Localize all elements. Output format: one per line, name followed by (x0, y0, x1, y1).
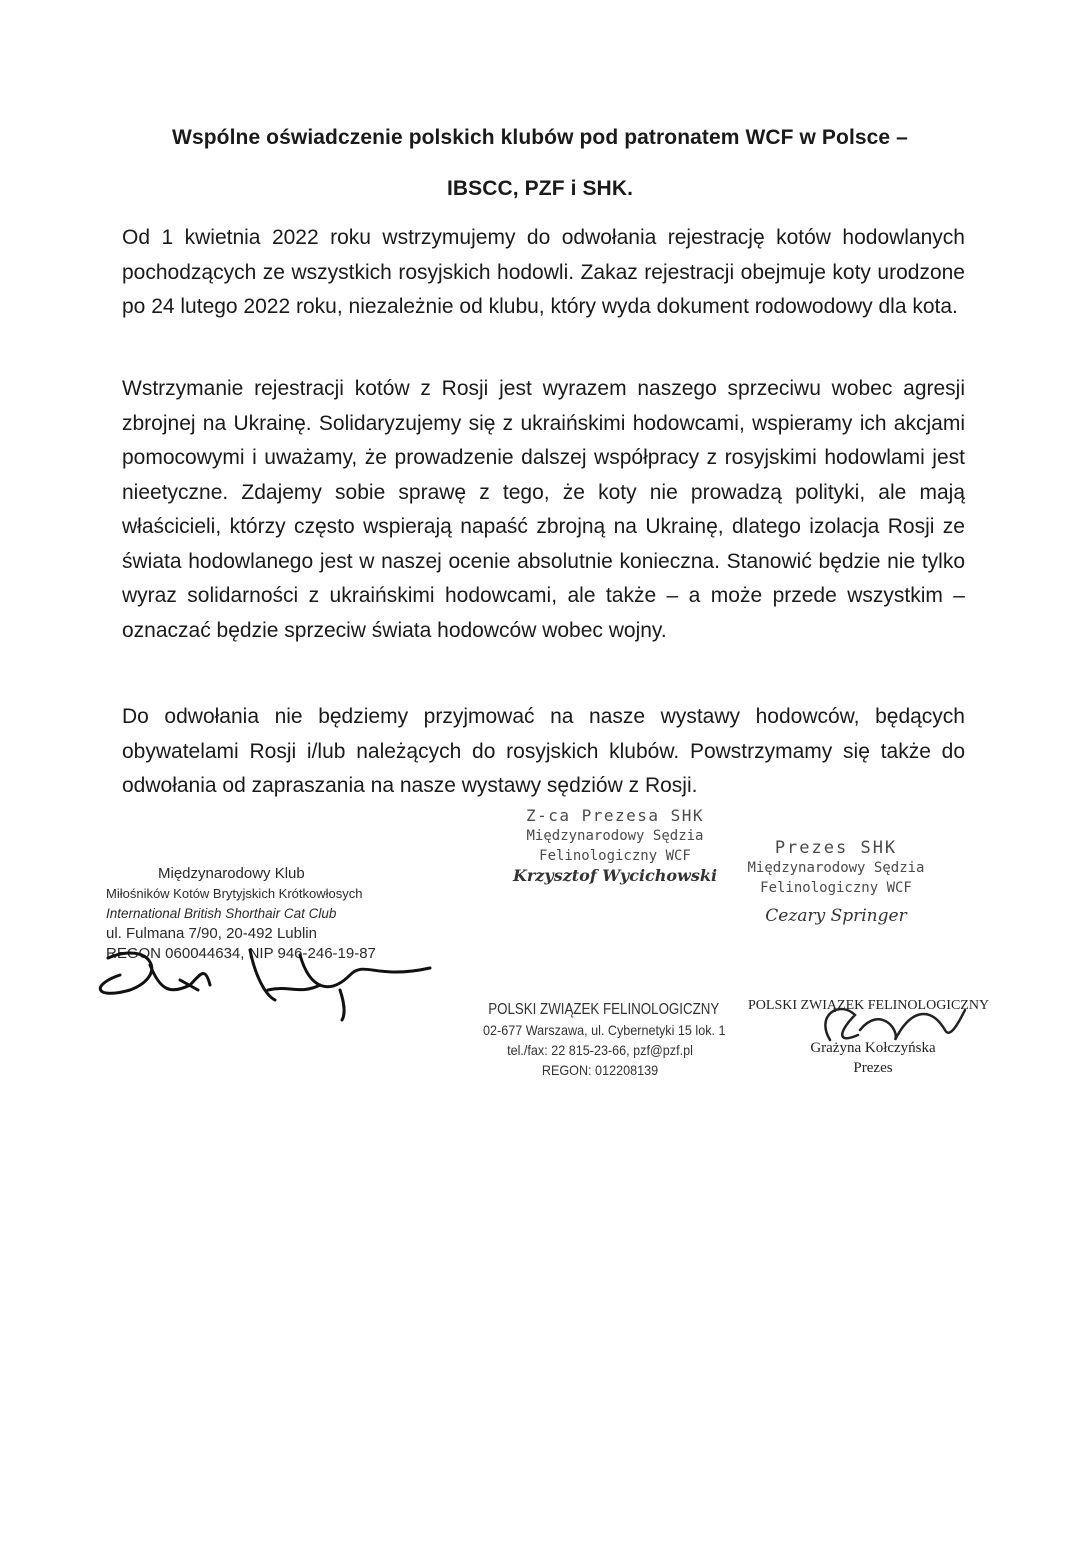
document-title-line-1: Wspólne oświadczenie polskich klubów pod patronatem WCF w Polsce – (172, 126, 908, 149)
paragraph-registration-ban: Od 1 kwietnia 2022 roku wstrzymujemy do odwołania rejestrację kotów hodowlanych pochodzących ze wszystkich rosyjskich hodowli. Zakaz rejestracji obejmuje koty urodzone po 24 lutego 2022 roku, niezależnie od klubu, który wyda dokument rodowodowy dla kota. (122, 226, 965, 318)
stamp-role: Felinologiczny WCF (760, 880, 912, 896)
stamp-title: Z-ca Prezesa SHK (525, 806, 705, 825)
stamp-role: Międzynarodowy Sędzia (526, 828, 704, 844)
document-title-line-2: IBSCC, PZF i SHK. (446, 177, 634, 200)
ibscc-stamp-line: Międzynarodowy Klub (158, 865, 305, 882)
paragraph-solidarity: Wstrzymanie rejestracji kotów z Rosji jest wyrazem naszego sprzeciwu wobec agresji zbrojnej na Ukrainę. Solidaryzujemy się z ukraińskimi hodowcami, wspieramy ich akcjami pomocowymi i uważamy, że prowadzenie dalszej współpracy z rosyjskimi hodowlami jest nieetyczne. Zdajemy sobie sprawę z tego, że koty nie prowadzą polityki, ale mają właścicieli, którzy często wspierają napaść zbrojną na Ukrainę, dlatego izolacja Rosji ze świata hodowlanego jest w naszej ocenie absolutnie konieczna. Stanowić będzie nie tylko wyraz solidarności z ukraińskimi hodowcami, ale także – a może przede wszystkim – oznaczać będzie sprzeciw świata hodowców wobec wojny. (122, 377, 965, 642)
ibscc-stamp-line: Miłośników Kotów Brytyjskich Krótkowłosych (106, 886, 363, 901)
pzf-regon: REGON: 012208139 (541, 1062, 659, 1078)
stamp-role: Międzynarodowy Sędzia (747, 860, 925, 876)
stamp-title: Prezes SHK (774, 838, 898, 858)
ibscc-stamp-line: REGON 060044634, NIP 946-246-19-87 (106, 945, 376, 962)
stamp-name: Cezary Springer (765, 906, 907, 926)
ibscc-stamp-line: ul. Fulmana 7/90, 20-492 Lublin (106, 925, 317, 942)
pzf-address: 02-677 Warszawa, ul. Cybernetyki 15 lok. 1 (483, 1022, 726, 1038)
pzf-president-signature (825, 1009, 965, 1040)
ibscc-signature (100, 950, 430, 1000)
paragraph-exhibitions: Do odwołania nie będziemy przyjmować na nasze wystawy hodowców, będących obywatelami Rosji i/lub należących do rosyjskich klubów. Powstrzymamy się także do odwołania od zapraszania na nasze wystawy sędziów z Rosji. (122, 705, 965, 797)
pzf-president-org: POLSKI ZWIĄZEK FELINOLOGICZNY (748, 998, 990, 1013)
pzf-name: POLSKI ZWIĄZEK FELINOLOGICZNY (488, 1001, 720, 1018)
ibscc-signature (340, 990, 344, 1020)
ibscc-stamp-line: International British Shorthair Cat Club (106, 906, 337, 921)
pzf-contact: tel./fax: 22 815-23-66, pzf@pzf.pl (507, 1042, 693, 1058)
stamp-role: Felinologiczny WCF (539, 848, 691, 864)
pzf-president-name: Grażyna Kołczyńska (810, 1040, 936, 1056)
pzf-president-role: Prezes (853, 1060, 893, 1076)
stamp-name: Krzysztof Wycichowski (512, 866, 718, 885)
